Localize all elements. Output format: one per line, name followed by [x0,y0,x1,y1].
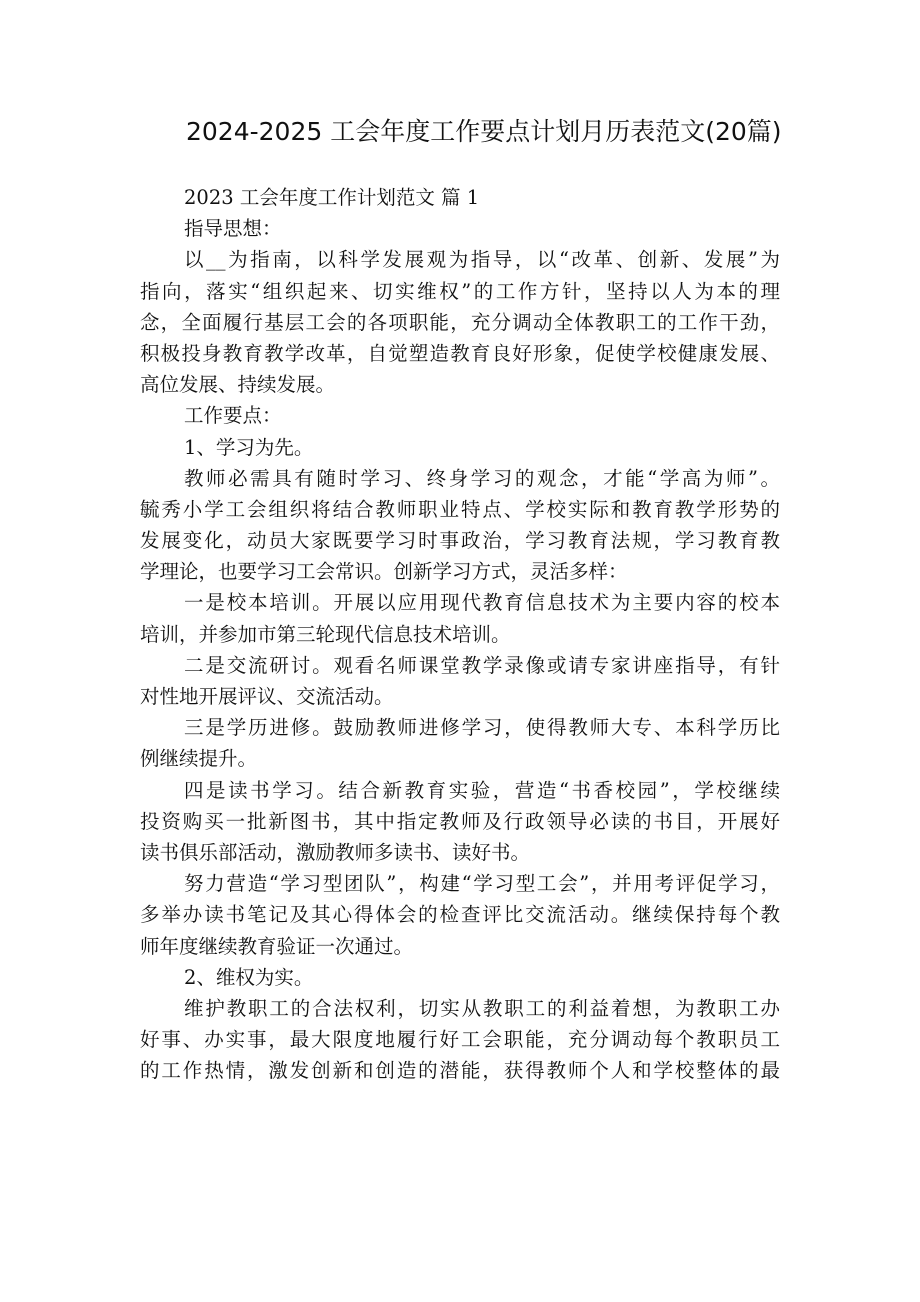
text-line: 1、学习为先。 [184,435,314,459]
text-line: 高位发展、持续发展。 [140,373,336,397]
text-line: 多举办读书笔记及其心得体会的检查评比交流活动。继续保持每个教 [140,903,780,927]
text-line: 例继续提升。 [140,747,258,771]
text-line: 投资购买一批新图书，其中指定教师及行政领导必读的书目，开展好 [140,809,780,833]
text-line: 努力营造“学习型团队”，构建“学习型工会”，并用考评促学习， [184,872,780,896]
text-line: 培训，并参加市第三轮现代信息技术培训。 [140,622,511,646]
text-line: 的工作热情，激发创新和创造的潜能，获得教师个人和学校整体的最 [140,1059,780,1083]
text-line: 四是读书学习。结合新教育实验，营造“书香校园”，学校继续 [184,778,780,802]
text-line: 念，全面履行基层工会的各项职能，充分调动全体教职工的工作干劲， [140,310,780,334]
text-line: 毓秀小学工会组织将结合教师职业特点、学校实际和教育教学形势的 [140,497,780,521]
text-line: 学理论，也要学习工会常识。创新学习方式，灵活多样： [140,560,628,584]
text-line: 好事、办实事，最大限度地履行好工会职能，充分调动每个教职员工 [140,1028,780,1052]
text-line: 以__为指南，以科学发展观为指导，以“改革、创新、发展”为 [184,248,780,272]
text-line: 教师必需具有随时学习、终身学习的观念，才能“学高为师”。 [184,466,780,490]
text-line: 指向，落实“组织起来、切实维权”的工作方针，坚持以人为本的理 [140,279,780,303]
text-line: 2、维权为实。 [184,965,314,989]
text-line: 师年度继续教育验证一次通过。 [140,934,414,958]
text-line: 一是校本培训。开展以应用现代教育信息技术为主要内容的校本 [184,591,780,615]
document-title: 2024-2025 工会年度工作要点计划月历表范文(20篇) [186,117,782,146]
document-body [140,182,780,1086]
text-line: 指导思想： [184,217,282,241]
text-line: 维护教职工的合法权利，切实从教职工的利益着想，为教职工办 [184,996,780,1020]
text-line: 读书俱乐部活动，激励教师多读书、读好书。 [140,840,531,864]
text-line: 对性地开展评议、交流活动。 [140,685,394,708]
text-line: 2023 工会年度工作计划范文 篇 1 [184,186,480,209]
text-line: 三是学历进修。鼓励教师进修学习，使得教师大专、本科学历比 [184,716,780,740]
text-line: 二是交流研讨。观看名师课堂教学录像或请专家讲座指导，有针 [184,653,780,677]
text-line: 积极投身教育教学改革，自觉塑造教育良好形象，促使学校健康发展、 [140,341,780,365]
text-line: 工作要点： [184,404,282,428]
text-line: 发展变化，动员大家既要学习时事政治，学习教育法规，学习教育教 [140,529,780,553]
